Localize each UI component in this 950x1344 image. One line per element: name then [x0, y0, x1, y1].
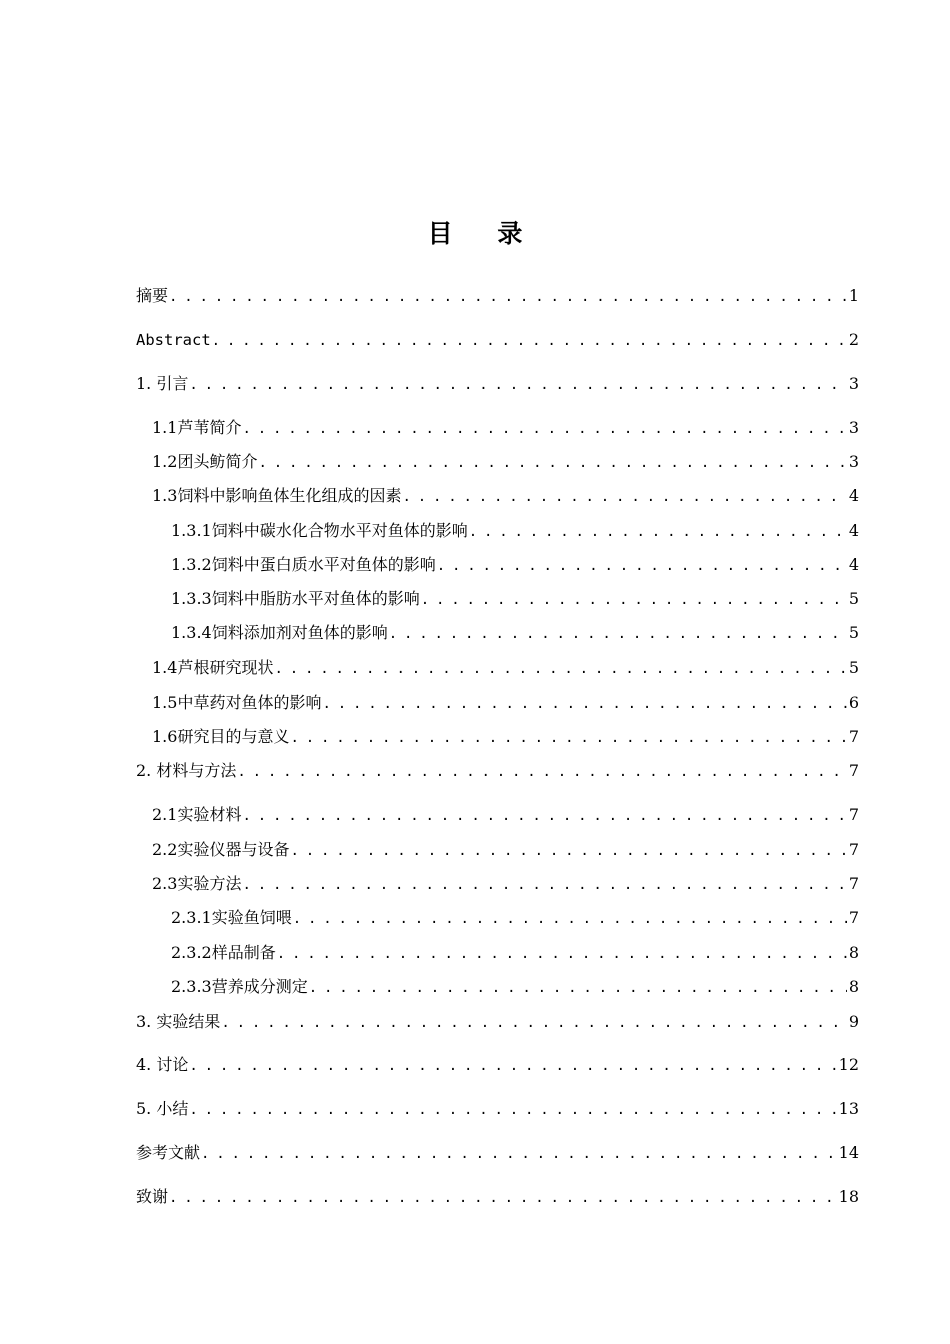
- toc-entry-1-3-2[interactable]: [171, 554, 859, 577]
- dot-leader: [421, 589, 847, 611]
- toc-entry-1-5[interactable]: [152, 692, 859, 715]
- dot-leader: [258, 452, 846, 474]
- toc-entry-2-3-1[interactable]: [171, 907, 859, 930]
- dot-leader: [290, 727, 846, 749]
- toc-entry-page: 12: [838, 1055, 859, 1074]
- toc-entry-page: 8: [848, 943, 859, 962]
- dot-leader: [309, 977, 847, 999]
- toc-entry-2-3-2[interactable]: [171, 942, 859, 965]
- toc-entry-page: 5: [848, 589, 859, 608]
- dot-leader: [237, 761, 846, 783]
- toc-entry-label: 2. 材料与方法: [136, 761, 237, 780]
- toc-entry-page: 9: [848, 1012, 859, 1031]
- toc-entry-1-2[interactable]: [152, 451, 859, 474]
- toc-entry-label: 1.6研究目的与意义: [152, 727, 290, 746]
- toc-entry-page: 13: [838, 1099, 859, 1118]
- toc-entry-page: 4: [848, 521, 859, 540]
- toc-entry-page: 3: [848, 418, 859, 437]
- toc-entry-label: 1.3饲料中影响鱼体生化组成的因素: [152, 486, 402, 505]
- dot-leader: [290, 840, 846, 862]
- toc-entry-page: 4: [848, 486, 859, 505]
- toc-entry-abstract-cn[interactable]: [136, 285, 859, 308]
- dot-leader: [212, 330, 847, 352]
- toc-entry-4[interactable]: [136, 1054, 859, 1077]
- toc-entry-label: 3. 实验结果: [136, 1012, 221, 1031]
- toc-entry-page: 7: [848, 874, 859, 893]
- toc-entry-label: 1.3.3饲料中脂肪水平对鱼体的影响: [171, 589, 420, 608]
- toc-entry-label: 4. 讨论: [136, 1055, 189, 1074]
- dot-leader: [169, 1187, 837, 1209]
- dot-leader: [389, 623, 847, 645]
- toc-entry-label: 摘要: [136, 286, 169, 305]
- toc-entry-1-4[interactable]: [152, 657, 859, 680]
- toc-entry-1-3-1[interactable]: [171, 520, 859, 543]
- toc-title: 目 录: [427, 219, 541, 248]
- toc-entry-2-3-3[interactable]: [171, 976, 859, 999]
- toc-entry-page: 14: [838, 1143, 859, 1162]
- dot-leader: [242, 418, 846, 440]
- toc-entry-references[interactable]: [136, 1142, 859, 1165]
- dot-leader: [189, 374, 846, 396]
- toc-entry-label: 1.3.2饲料中蛋白质水平对鱼体的影响: [171, 555, 436, 574]
- dot-leader: [293, 908, 847, 930]
- toc-entry-page: 7: [848, 805, 859, 824]
- toc-entry-page: 18: [838, 1187, 859, 1206]
- dot-leader: [242, 874, 846, 896]
- toc-entry-1-3-4[interactable]: [171, 622, 859, 645]
- toc-entry-label: 1.2团头鲂简介: [152, 452, 258, 471]
- dot-leader: [322, 693, 846, 715]
- toc-entry-page: 2: [848, 330, 859, 349]
- dot-leader: [221, 1012, 846, 1034]
- toc-entry-5[interactable]: [136, 1098, 859, 1121]
- toc-entry-label: 2.2实验仪器与设备: [152, 840, 290, 859]
- toc-entry-label: 参考文献: [136, 1143, 201, 1162]
- dot-leader: [274, 658, 846, 680]
- toc-entry-1-3-3[interactable]: [171, 588, 859, 611]
- dot-leader: [189, 1099, 836, 1121]
- toc-entry-page: 5: [848, 658, 859, 677]
- toc-entry-page: 7: [848, 761, 859, 780]
- toc-entry-label: 1.3.4饲料添加剂对鱼体的影响: [171, 623, 388, 642]
- toc-entry-1-3[interactable]: [152, 485, 859, 508]
- toc-entry-page: 1: [848, 286, 859, 305]
- toc-entry-page: 7: [848, 908, 859, 927]
- dot-leader: [201, 1143, 837, 1165]
- toc-entry-page: 6: [848, 693, 859, 712]
- toc-entry-label: 1.4芦根研究现状: [152, 658, 274, 677]
- toc-entry-1-6[interactable]: [152, 726, 859, 749]
- toc-entry-page: 5: [848, 623, 859, 642]
- toc-entry-abstract-en[interactable]: [136, 329, 859, 352]
- toc-entry-1[interactable]: [136, 373, 859, 396]
- toc-entry-2-1[interactable]: [152, 804, 859, 827]
- dot-leader: [402, 486, 846, 508]
- toc-entry-page: 3: [848, 452, 859, 471]
- dot-leader: [277, 943, 847, 965]
- toc-entry-label: Abstract: [136, 331, 211, 349]
- toc-entry-page: 8: [848, 977, 859, 996]
- toc-entry-acknowledgements[interactable]: [136, 1186, 859, 1209]
- toc-entry-2[interactable]: [136, 760, 859, 783]
- dot-leader: [189, 1055, 836, 1077]
- toc-entry-2-2[interactable]: [152, 839, 859, 862]
- toc-entry-label: 1.3.1饲料中碳水化合物水平对鱼体的影响: [171, 521, 468, 540]
- toc-entry-label: 1.5中草药对鱼体的影响: [152, 693, 322, 712]
- toc-entry-page: 7: [848, 840, 859, 859]
- toc-entry-page: 7: [848, 727, 859, 746]
- toc-entry-1-1[interactable]: [152, 417, 859, 440]
- dot-leader: [242, 805, 846, 827]
- toc-entry-label: 5. 小结: [136, 1099, 189, 1118]
- toc-entry-label: 2.1实验材料: [152, 805, 242, 824]
- toc-entry-label: 致谢: [136, 1187, 169, 1206]
- toc-entry-label: 2.3实验方法: [152, 874, 242, 893]
- dot-leader: [169, 286, 847, 308]
- toc-entry-label: 1.1芦苇简介: [152, 418, 242, 437]
- toc-entry-label: 2.3.3营养成分测定: [171, 977, 308, 996]
- toc-entry-2-3[interactable]: [152, 873, 859, 896]
- toc-entry-label: 2.3.1实验鱼饲喂: [171, 908, 292, 927]
- toc-entry-label: 2.3.2样品制备: [171, 943, 276, 962]
- toc-entry-page: 4: [848, 555, 859, 574]
- dot-leader: [469, 521, 847, 543]
- toc-entry-page: 3: [848, 374, 859, 393]
- dot-leader: [437, 555, 847, 577]
- toc-entry-label: 1. 引言: [136, 374, 189, 393]
- toc-entry-3[interactable]: [136, 1011, 859, 1034]
